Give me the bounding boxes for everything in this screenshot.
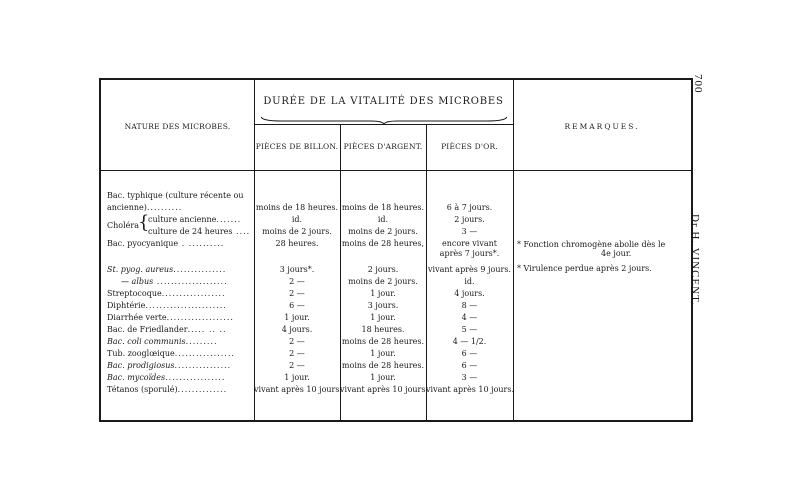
cell-billon: 1 jour. (284, 313, 310, 322)
cell-or: 2 jours. (454, 215, 485, 224)
row-name-text: culture ancienne (148, 215, 217, 224)
row-name-text: Tub. zooglœique (107, 349, 175, 358)
brace-icon: { (138, 212, 150, 233)
header-or: PIÈCES D'OR. (441, 142, 498, 151)
row-name: ancienne).......... (107, 203, 183, 212)
table-row (101, 372, 695, 384)
header-divider (101, 170, 691, 171)
cell-argent: 18 heures. (361, 325, 405, 334)
row-name-text: Diarrhée verte (107, 313, 167, 322)
remark-1-cont: 4e jour. (601, 249, 632, 258)
cell-argent: moins de 2 jours. (348, 227, 418, 236)
cell-argent: vivant après 10 jours. (340, 385, 429, 394)
header-billon: PIÈCES DE BILLON. (255, 142, 339, 151)
row-name: Streptocoque.................. (107, 289, 226, 298)
row-name-text: Bac. coli communis (107, 337, 186, 346)
cell-or: 8 — (461, 301, 478, 310)
cell-or: 6 — (461, 349, 478, 358)
cell-or: encore vivant (441, 239, 498, 248)
cell-argent: 2 jours. (367, 265, 399, 274)
table-row (101, 360, 695, 372)
table-row (101, 190, 695, 202)
row-name: Diphtérie....................... (107, 301, 227, 310)
table-row (101, 300, 695, 312)
cell-or: 6 — (461, 361, 478, 370)
table-row (101, 348, 695, 360)
cell-argent: 1 jour. (370, 289, 396, 298)
cell-or: id. (464, 277, 475, 286)
header-nature: NATURE DES MICROBES. (124, 122, 231, 131)
vitality-table (99, 78, 693, 422)
cell-or: 5 — (461, 325, 478, 334)
row-name: culture ancienne....... (148, 215, 242, 224)
cell-argent: moins de 18 heures. (341, 203, 425, 212)
row-name-text: Diphtérie (107, 301, 146, 310)
cell-billon: 2 — (289, 277, 305, 286)
cell-billon: moins de 2 jours. (262, 227, 332, 236)
row-name: culture de 24 heures .... (148, 227, 251, 236)
cell-argent: 3 jours. (367, 301, 399, 310)
running-head: Dr H. VINCENT. (689, 214, 701, 306)
cell-or: après 7 jours*. (439, 249, 500, 258)
cell-argent: moins de 28 heures. (341, 361, 425, 370)
cell-billon: id. (291, 215, 303, 224)
cell-argent: 1 jour. (370, 373, 396, 382)
cell-or: 4 — (461, 313, 478, 322)
cell-billon: moins de 18 heures. (255, 203, 339, 212)
table-title: DURÉE DE LA VITALITÉ DES MICROBES (263, 96, 504, 107)
title-brace (261, 115, 507, 125)
cell-billon: 1 jour. (284, 373, 310, 382)
table-row (101, 384, 695, 396)
cell-or: 4 jours. (454, 289, 485, 298)
cell-or: 3 — (461, 227, 478, 236)
table-row (101, 276, 695, 288)
row-name: Tétanos (sporulé).............. (107, 385, 228, 394)
row-name-text: Bac. pyocyanique (107, 239, 179, 248)
cell-billon: vivant après 10 jours. (254, 385, 343, 394)
cell-argent: moins de 28 heures. (341, 337, 425, 346)
cell-billon: 3 jours*. (279, 265, 315, 274)
cell-billon: 28 heures. (275, 239, 319, 248)
row-name-text: culture de 24 heures (148, 227, 233, 236)
remark-1: * Fonction chromogène abolie dès le (517, 240, 666, 249)
cell-or: 6 à 7 jours. (446, 203, 493, 212)
cell-billon: 2 — (289, 337, 305, 346)
row-name-text: St. pyog. aureus (107, 265, 174, 274)
page-number: 700 (692, 74, 704, 94)
row-name: Bac. mycoïdes................. (107, 373, 226, 382)
cell-argent: 1 jour. (370, 313, 396, 322)
row-name: St. pyog. aureus............... (107, 265, 227, 274)
row-name: Choléra (107, 221, 139, 230)
cell-billon: 2 — (289, 349, 305, 358)
cell-or: 4 — 1/2. (452, 337, 487, 346)
row-name: Bac. pyocyanique . .......... (107, 239, 225, 248)
cell-or: vivant après 10 jours. (426, 385, 515, 394)
row-name: Diarrhée verte................... (107, 313, 234, 322)
row-name: Bac. prodigiosus................ (107, 361, 232, 370)
cell-billon: 4 jours. (281, 325, 313, 334)
row-name-text: — albus (121, 277, 154, 286)
table-row (101, 288, 695, 300)
row-name-text: Bac. mycoïdes (107, 373, 166, 382)
row-name-text: ancienne) (107, 203, 147, 212)
cell-billon: 2 — (289, 289, 305, 298)
row-name: — albus .................... (121, 277, 228, 286)
header-argent: PIÈCES D'ARGENT. (343, 142, 423, 151)
row-name: Bac. coli communis......... (107, 337, 218, 346)
table-row (101, 336, 695, 348)
table-row (101, 202, 695, 214)
cell-argent: moins de 2 jours. (348, 277, 418, 286)
table-row (101, 226, 695, 238)
table-row (101, 312, 695, 324)
cell-argent: moins de 28 heures, (341, 239, 425, 248)
cell-billon: 6 — (289, 301, 305, 310)
row-name: Bac. de Friedlander..... .. .. (107, 325, 227, 334)
header-remarques: REMARQUES. (564, 122, 640, 131)
cell-argent: id. (377, 215, 389, 224)
row-name-text: Bac. prodigiosus (107, 361, 175, 370)
row-name-text: Tétanos (sporulé) (107, 385, 178, 394)
cell-argent: 1 jour. (370, 349, 396, 358)
cell-or: vivant après 9 jours. (428, 265, 511, 274)
remark-2: * Virulence perdue après 2 jours. (517, 264, 652, 273)
cell-or: 3 — (461, 373, 478, 382)
table-row (101, 324, 695, 336)
cell-billon: 2 — (289, 361, 305, 370)
row-name: Tub. zooglœique................. (107, 349, 235, 358)
row-name-text: Streptocoque (107, 289, 162, 298)
row-name: Bac. typhique (culture récente ou (107, 191, 244, 200)
row-name-text: Bac. de Friedlander (107, 325, 188, 334)
